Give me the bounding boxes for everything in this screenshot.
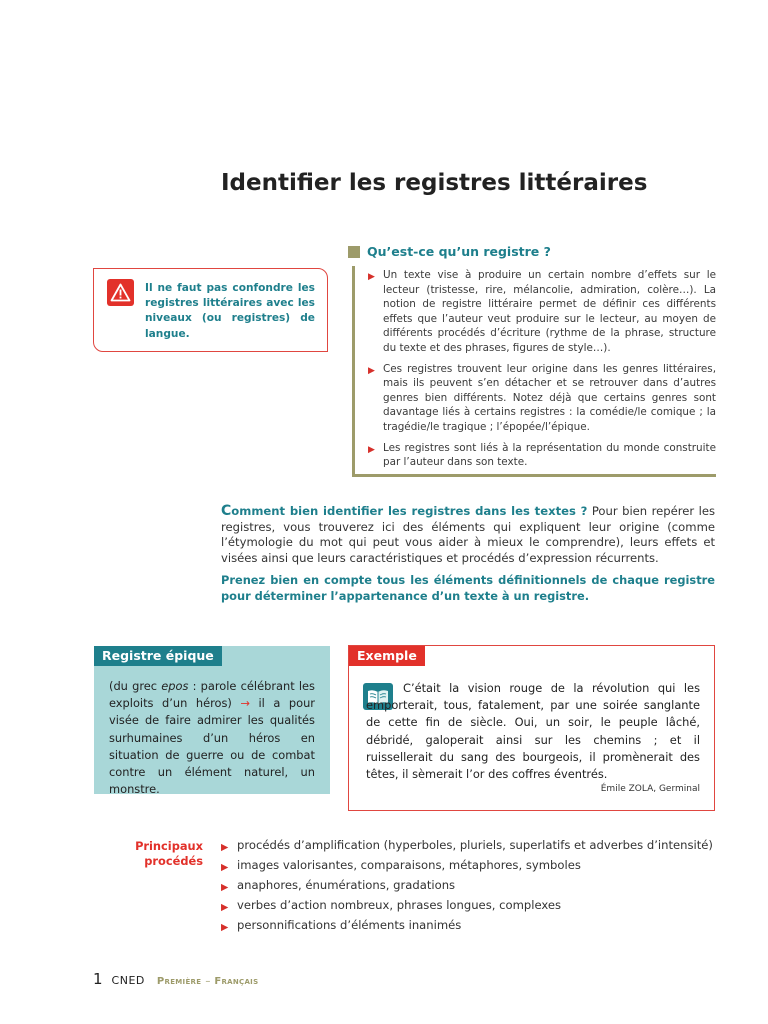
procede-item [221,918,715,933]
section-square-icon [348,246,360,258]
procedes-label-line: Principaux [135,839,203,853]
procede-item-text: personnifications d’éléments inanimés [237,918,462,932]
example-source: Émile ZOLA, Germinal [600,784,700,794]
definition-item [368,268,716,356]
definition-item [368,362,716,435]
procede-item-text: procédés d’amplification (hyperboles, pluriels, superlatifs et adverbes d’intensité) [237,838,713,852]
epic-text-part: : parole célébrant les exploits d’un héros) [109,679,315,711]
footer-org: CNED [111,974,145,987]
definition-list [368,268,716,476]
epic-text-italic: epos [161,679,189,693]
definition-item-text: Les registres sont liés à la représentation du monde construite par l’auteur dans son texte. [383,441,716,469]
epic-text-part: (du grec [109,679,162,693]
procede-item [221,878,715,893]
definition-item [368,441,716,470]
procedes-label-line: procédés [144,854,203,868]
procede-item-text: verbes d’action nombreux, phrases longues, complexes [237,898,562,912]
procede-item [221,898,715,913]
bullet-triangle-icon: ▶ [368,365,375,376]
footer-level: Première [156,976,202,987]
epic-register-label: Registre épique [94,646,222,666]
procede-item [221,838,715,853]
example-label: Exemple [349,646,425,666]
definition-heading-text: Qu’est-ce qu’un registre ? [367,244,551,259]
page-number: 1 [93,970,103,988]
epic-text-part: il a pour visée de faire admirer les qualités surhumaines d’un héros en situation de guerre ou de combat contre un élément naturel, un monstre. [109,696,315,797]
definition-side-bar [352,266,355,476]
procedes-label [120,839,203,869]
intro-body: Pour bien repérer les registres, vous trouverez ici des éléments qui expliquent leur origine (comme l’étymologie du mot qui peut vous aider à mieux le comprendre), leurs effets et visées ainsi que leurs caractéristiques et procédés d’expression récurrents. [221,504,715,565]
procede-item-text: images valorisantes, comparaisons, métaphores, symboles [237,858,581,872]
procede-item-text: anaphores, énumérations, gradations [237,878,456,892]
warning-text: Il ne faut pas confondre les registres littéraires avec les niveaux (ou registres) de langue. [145,282,315,340]
bullet-triangle-icon: ▶ [368,272,375,282]
page-title: Identifier les registres littéraires [221,170,648,196]
procedes-list [221,838,715,938]
procede-item [221,858,715,873]
intro-lead [221,504,587,518]
warning-icon [107,279,134,306]
footer-separator: – [205,976,211,987]
bullet-triangle-icon: ▶ [368,444,375,455]
definition-heading [348,244,551,259]
epic-register-definition [109,678,315,798]
bullet-triangle-icon: ▶ [221,902,229,913]
intro-lead-text: omment bien identifier les registres dans les textes ? [231,504,588,518]
intro-bold-note: Prenez bien en compte tous les éléments définitionnels de chaque registre pour déterminer l’appartenance d’un texte à un registre. [221,573,715,603]
example-quote: C’était la vision rouge de la révolution qui les emporterait, tous, fatalement, par une soirée sanglante de cette fin de siècle. Oui, un soir, le peuple lâché, débridé, galoperait ainsi sur les chemins ; et il ruissellerait du sang des bourgeois, il promènerait des têtes, il sèmerait l’or des coffres éventrés. [366,681,700,782]
footer-subject: Français [214,976,259,987]
bullet-triangle-icon: ▶ [221,882,229,893]
intro-lead-initial: C [221,503,232,519]
definition-item-text: Ces registres trouvent leur origine dans les genres littéraires, mais ils peuvent s’en détacher et se retrouver dans d’autres genres bien différents. Notez déjà que certains genres sont davantage liés à certains registres : la comédie/le comique ; la tragédie/le tragique ; l’épopée/l’épique. [383,362,716,433]
bullet-triangle-icon: ▶ [221,922,229,933]
page-footer [93,970,258,988]
bullet-triangle-icon: ▶ [221,842,229,853]
bullet-triangle-icon: ▶ [221,862,229,873]
intro-paragraph [221,504,715,566]
definition-item-text: Un texte vise à produire un certain nombre d’effets sur le lecteur (tristesse, rire, mélancolie, admiration, colère…). La notion de registre littéraire permet de définir ces différents effets que l’auteur veut produire sur le lecteur, au moyen de différents procédés d’écriture (rythme de la phrase, structure du texte et des phrases, figures de style…). [383,269,716,354]
arrow-right-icon: → [240,696,250,711]
